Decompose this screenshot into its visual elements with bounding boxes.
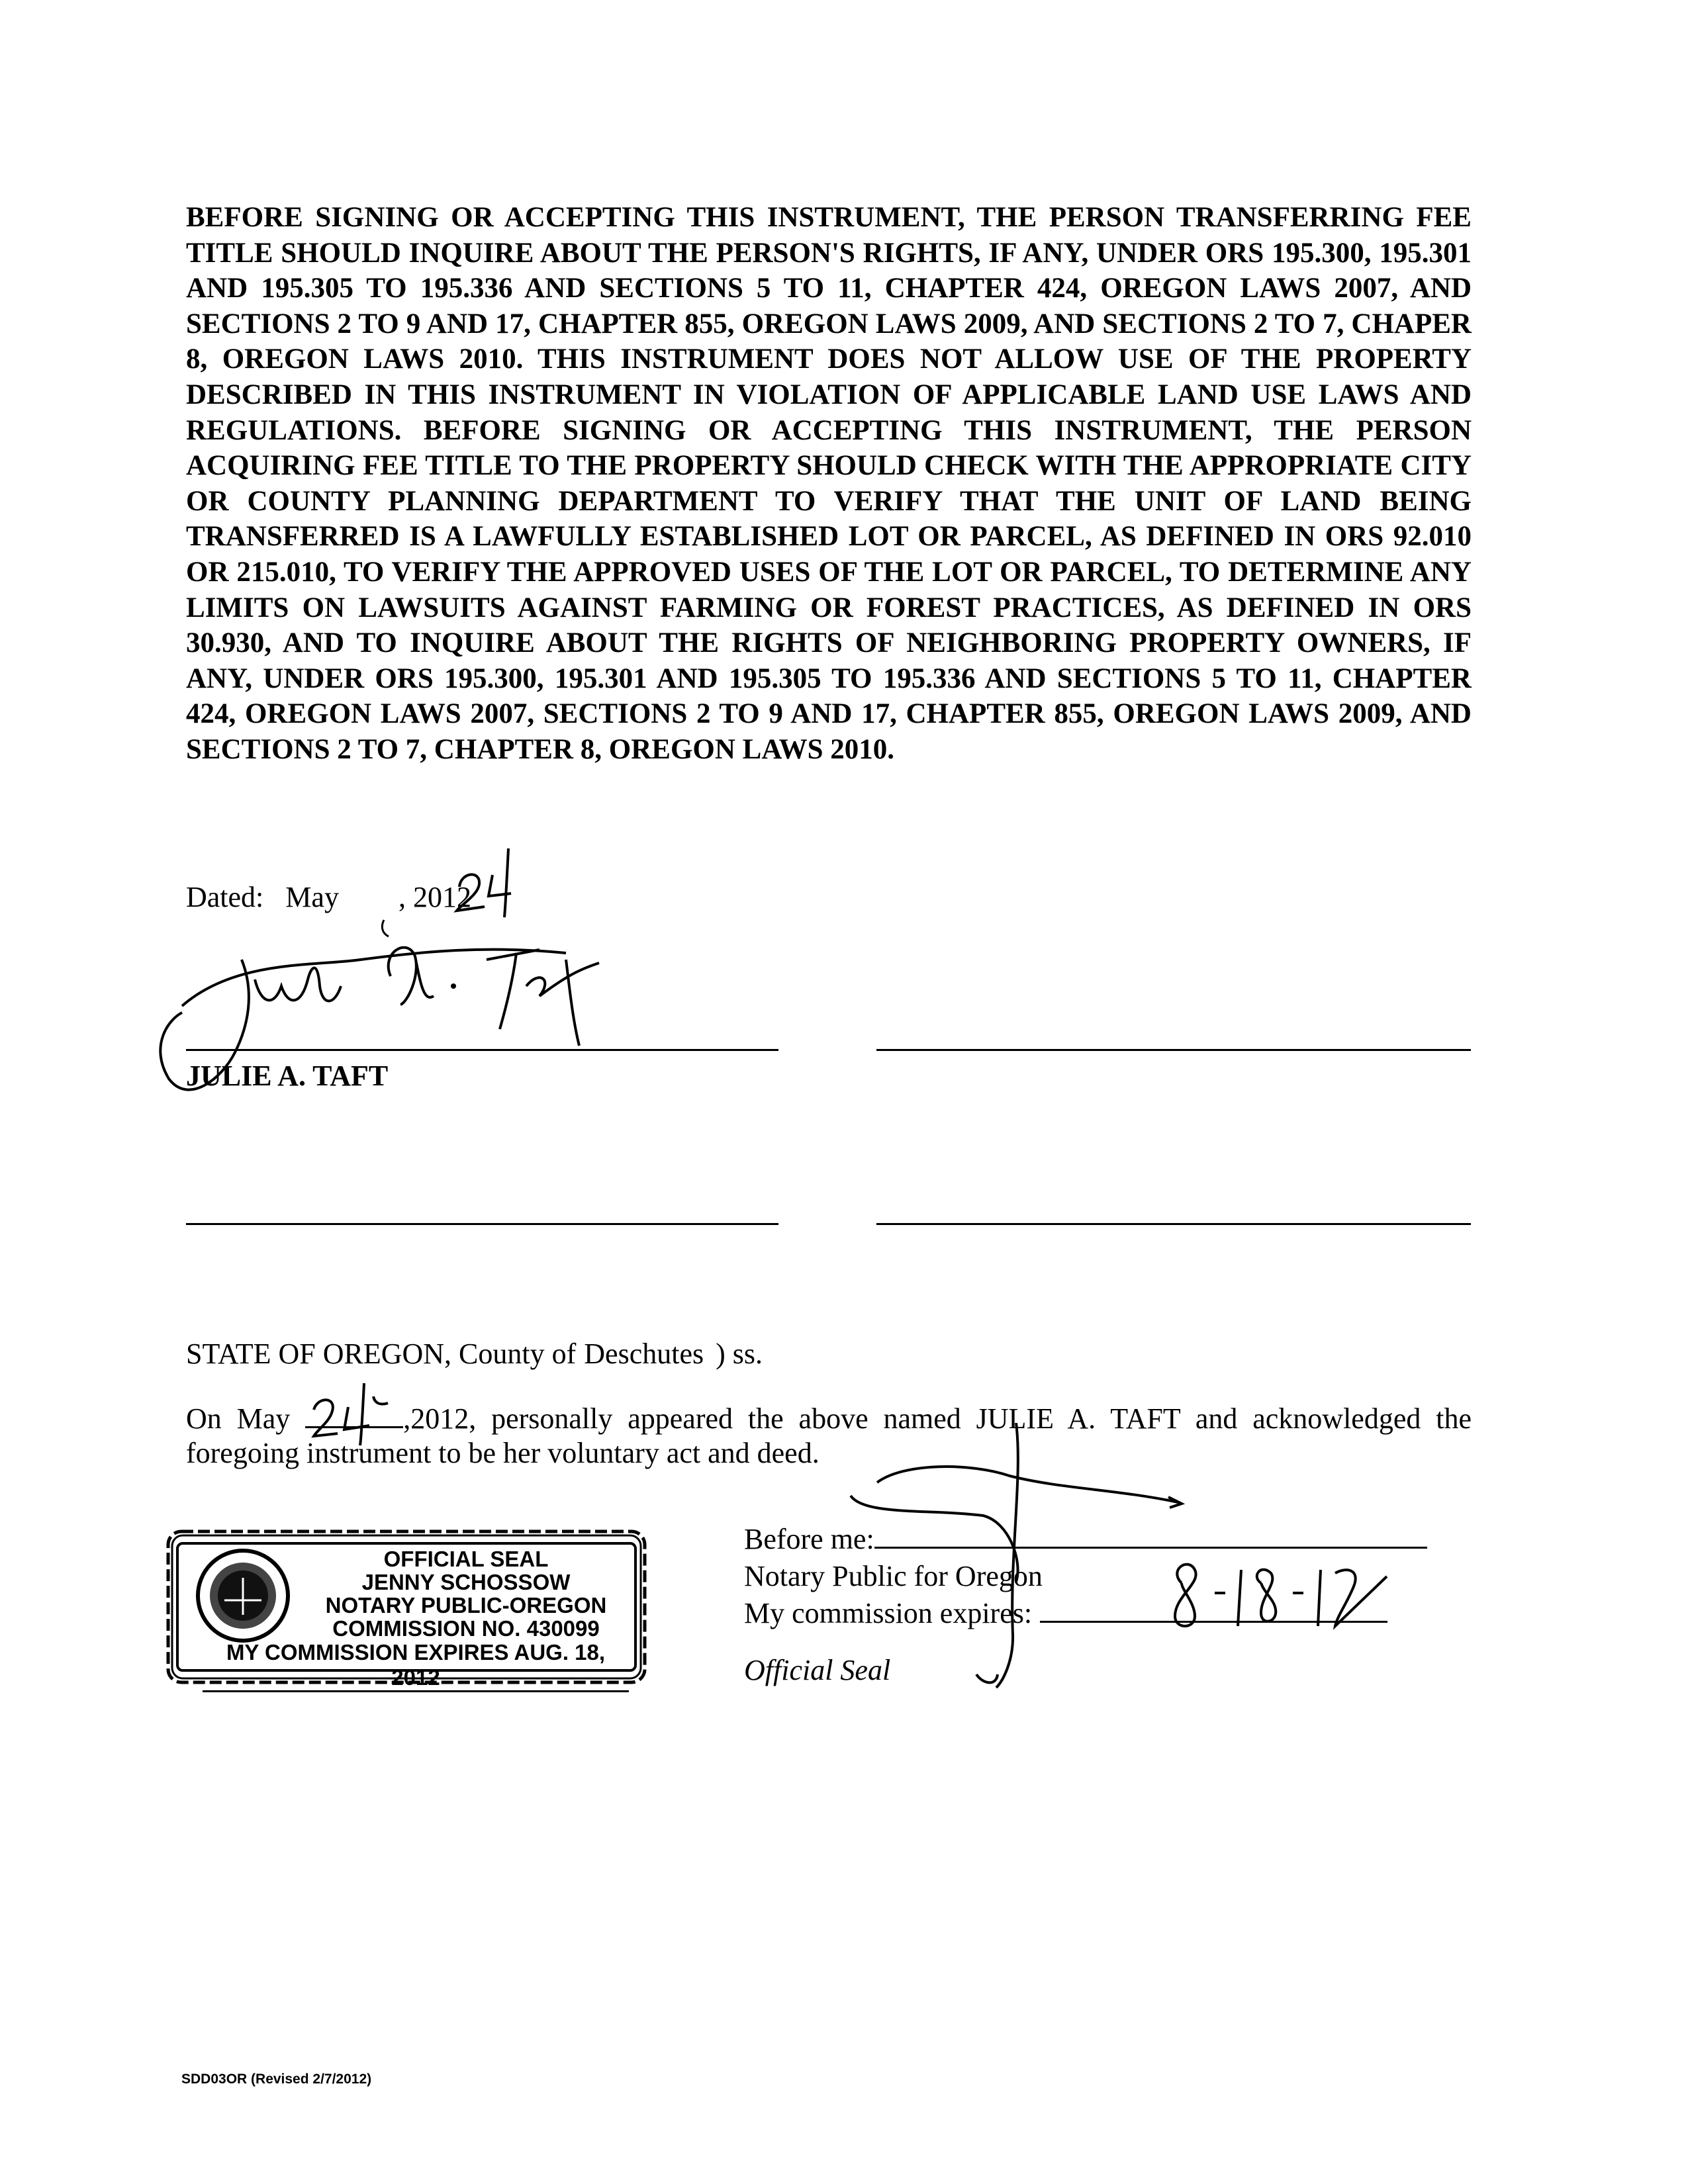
signature-line-third bbox=[186, 1223, 778, 1225]
notary-seal-stamp bbox=[164, 1527, 649, 1690]
seal-line-commission-no: COMMISSION NO. 430099 bbox=[332, 1616, 600, 1641]
handwritten-day-24-ack bbox=[306, 1377, 405, 1449]
state-county-label: STATE OF OREGON, County of bbox=[186, 1338, 577, 1370]
dated-month: May bbox=[285, 881, 339, 913]
signature-line-second bbox=[876, 1049, 1471, 1051]
seal-line-expires: MY COMMISSION EXPIRES AUG. 18, 2012 bbox=[203, 1640, 629, 1692]
ack-on-month: On May bbox=[186, 1402, 291, 1435]
seal-line-official-seal: OFFICIAL SEAL bbox=[383, 1547, 549, 1571]
seal-line-notary-public: NOTARY PUBLIC-OREGON bbox=[325, 1593, 607, 1617]
seal-line-notary-name: JENNY SCHOSSOW bbox=[361, 1570, 571, 1594]
signature-line-fourth bbox=[876, 1223, 1471, 1225]
oregon-state-seal-icon bbox=[193, 1546, 293, 1645]
dated-year: , 2012 bbox=[398, 881, 471, 913]
seal-text-block bbox=[303, 1547, 629, 1640]
notary-public-label: Notary Public for Oregon bbox=[744, 1560, 1043, 1592]
handwritten-expiry-date bbox=[1162, 1557, 1393, 1636]
commission-expires-label: My commission expires: bbox=[744, 1597, 1033, 1629]
form-code-footer: SDD03OR (Revised 2/7/2012) bbox=[181, 2071, 372, 2087]
legal-notice-paragraph: BEFORE SIGNING OR ACCEPTING THIS INSTRUMENT, THE PERSON TRANSFERRING FEE TITLE SHOULD INQUIRE ABOUT THE PERSON'S RIGHTS, IF ANY, UNDER ORS 195.300, 195.301 AND 195.305 TO 195.336 AND SECTIONS 5 TO 11, CHAPTER 424, OREGON LAWS 2007, AND SECTIONS 2 TO 9 AND 17, CHAPTER 855, OREGON LAWS 2009, AND SECTIONS 2 TO 7, CHAPER 8, OREGON LAWS 2010. THIS INSTRUMENT DOES NOT ALLOW USE OF THE PROPERTY DESCRIBED IN THIS INSTRUMENT IN VIOLATION OF APPLICABLE LAND USE LAWS AND REGULATIONS. BEFORE SIGNING OR ACCEPTING THIS INSTRUMENT, THE PERSON ACQUIRING FEE TITLE TO THE PROPERTY SHOULD CHECK WITH THE APPROPRIATE CITY OR COUNTY PLANNING DEPARTMENT TO VERIFY THAT THE UNIT OF LAND BEING TRANSFERRED IS A LAWFULLY ESTABLISHED LOT OR PARCEL, AS DEFINED IN ORS 92.010 OR 215.010, TO VERIFY THE APPROVED USES OF THE LOT OR PARCEL, TO DETERMINE ANY LIMITS ON LAWSUITS AGAINST FARMING OR FOREST PRACTICES, AS DEFINED IN ORS 30.930, AND TO INQUIRE ABOUT THE RIGHTS OF NEIGHBORING PROPERTY OWNERS, IF ANY, UNDER ORS 195.300, 195.301 AND 195.305 TO 195.336 AND SECTIONS 5 TO 11, CHAPTER 424, OREGON LAWS 2007, SECTIONS 2 TO 9 AND 17, CHAPTER 855, OREGON LAWS 2009, AND SECTIONS 2 TO 7, CHAPTER 8, OREGON LAWS 2010. bbox=[186, 202, 1472, 765]
official-seal-label: Official Seal bbox=[744, 1654, 891, 1686]
dated-label: Dated: bbox=[186, 881, 264, 913]
handwritten-signature bbox=[142, 827, 725, 1152]
signature-line-julie bbox=[186, 1049, 778, 1051]
notary-signature-handwritten bbox=[824, 1423, 1195, 1701]
state-county-line bbox=[186, 1337, 763, 1371]
before-me-label: Before me: bbox=[744, 1523, 874, 1555]
signer-typed-name: JULIE A. TAFT bbox=[186, 1060, 389, 1092]
county-value: Deschutes bbox=[584, 1338, 704, 1370]
ss-label: ) ss. bbox=[716, 1338, 763, 1370]
ack-text: ,2012, personally appeared the above named JULIE A. TAFT and acknowledged the foregoing instrument to be her voluntary act and deed. bbox=[186, 1402, 1472, 1469]
